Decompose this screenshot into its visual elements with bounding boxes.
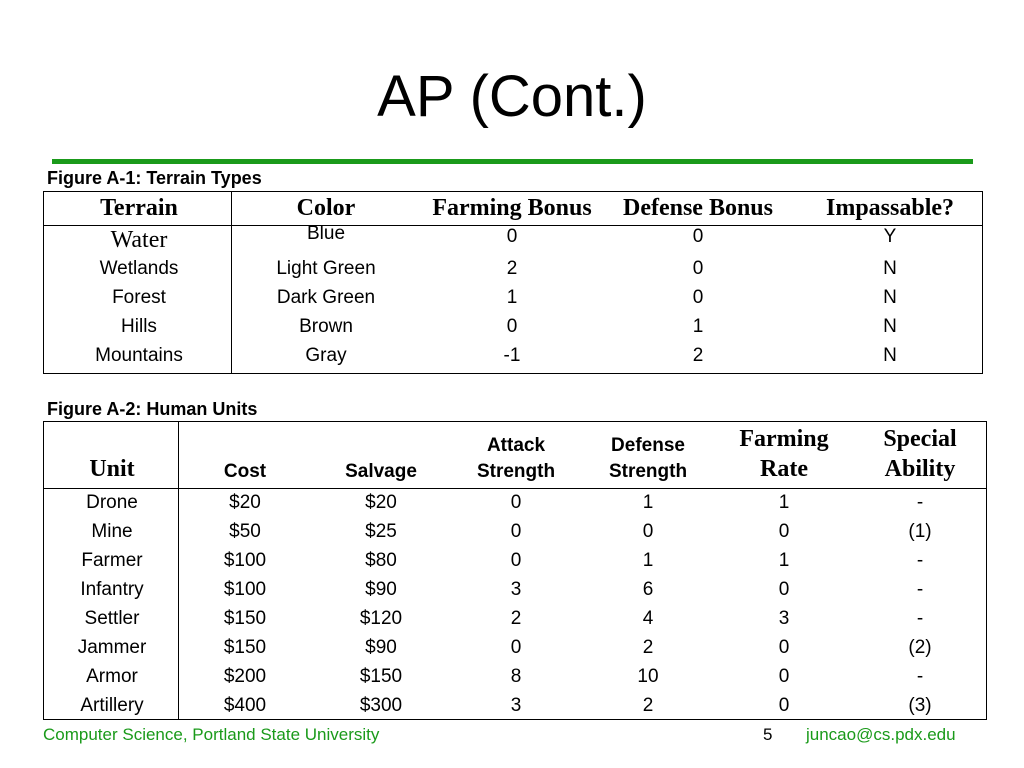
title-divider — [52, 159, 973, 164]
units-header-line2: Ability — [884, 456, 956, 482]
units-header-line2: Salvage — [345, 461, 417, 482]
units-cell: 0 — [510, 550, 522, 571]
units-cell: Artillery — [80, 695, 144, 716]
units-cell: Drone — [86, 492, 138, 513]
units-cell: $100 — [223, 550, 267, 571]
units-cell: 2 — [642, 695, 654, 716]
units-cell: 2 — [510, 608, 522, 629]
units-header-line1: Defense — [611, 435, 685, 456]
units-cell: 6 — [642, 579, 654, 600]
units-cell: 0 — [642, 521, 654, 542]
terrain-cell: Forest — [112, 287, 166, 308]
terrain-cell: Blue — [306, 223, 346, 244]
units-header-line2: Strength — [476, 461, 556, 482]
units-cell: Jammer — [77, 637, 147, 658]
units-cell: 0 — [778, 637, 790, 658]
slide-title: AP (Cont.) — [377, 64, 647, 129]
units-cell: $120 — [359, 608, 403, 629]
terrain-cell: 0 — [692, 258, 704, 279]
units-header-divider — [44, 488, 986, 489]
terrain-cell: N — [883, 258, 897, 279]
terrain-cell: Water — [110, 227, 168, 253]
units-cell: $90 — [365, 637, 397, 658]
terrain-cell: 0 — [692, 226, 704, 247]
units-header-line1: Attack — [486, 435, 546, 456]
units-cell: 10 — [637, 666, 659, 687]
units-cell: Infantry — [80, 579, 144, 600]
terrain-cell: 2 — [692, 345, 704, 366]
units-cell: $400 — [223, 695, 267, 716]
units-cell: (2) — [908, 637, 932, 658]
terrain-cell: Hills — [121, 316, 157, 337]
terrain-cell: N — [883, 345, 897, 366]
terrain-cell: Dark Green — [276, 287, 376, 308]
units-table — [43, 421, 987, 720]
units-cell: Settler — [84, 608, 140, 629]
units-header-line2: Strength — [608, 461, 688, 482]
terrain-header-cell: Terrain — [100, 195, 178, 221]
units-cell: 1 — [778, 492, 790, 513]
units-cell: - — [916, 492, 924, 513]
terrain-cell: Wetlands — [99, 258, 179, 279]
units-cell: 4 — [642, 608, 654, 629]
terrain-header-cell: Impassable? — [825, 195, 955, 221]
terrain-cell: N — [883, 316, 897, 337]
units-cell: $90 — [365, 579, 397, 600]
units-cell: 0 — [510, 521, 522, 542]
units-cell: 3 — [778, 608, 790, 629]
terrain-cell: Mountains — [95, 345, 183, 366]
terrain-cell: 1 — [506, 287, 518, 308]
units-cell: 0 — [510, 637, 522, 658]
units-table-caption: Figure A-2: Human Units — [47, 399, 258, 419]
terrain-cell: 0 — [506, 226, 518, 247]
units-cell: 0 — [778, 666, 790, 687]
terrain-cell: 0 — [506, 316, 518, 337]
terrain-cell: Light Green — [276, 258, 376, 279]
units-cell: 1 — [642, 492, 654, 513]
units-cell: Armor — [86, 666, 138, 687]
units-cell: (3) — [908, 695, 932, 716]
units-cell: $150 — [223, 637, 267, 658]
terrain-cell: -1 — [503, 345, 521, 366]
units-cell: - — [916, 608, 924, 629]
terrain-table-caption: Figure A-1: Terrain Types — [47, 168, 262, 188]
terrain-header-cell: Color — [296, 195, 356, 221]
units-header-line2: Rate — [760, 456, 808, 482]
units-cell: $20 — [365, 492, 397, 513]
units-cell: 3 — [510, 695, 522, 716]
terrain-cell: 2 — [506, 258, 518, 279]
units-cell: $80 — [365, 550, 397, 571]
units-cell: 0 — [778, 579, 790, 600]
units-cell: 0 — [778, 521, 790, 542]
units-cell: 0 — [510, 492, 522, 513]
units-cell: $50 — [229, 521, 261, 542]
units-cell: Farmer — [81, 550, 143, 571]
units-cell: $300 — [359, 695, 403, 716]
terrain-table — [43, 191, 983, 374]
footer-institution: Computer Science, Portland State University — [43, 725, 380, 744]
terrain-cell: 1 — [692, 316, 704, 337]
terrain-cell: N — [883, 287, 897, 308]
terrain-cell: Brown — [299, 316, 353, 337]
units-cell: 1 — [642, 550, 654, 571]
units-cell: - — [916, 550, 924, 571]
units-cell: 3 — [510, 579, 522, 600]
units-cell: 2 — [642, 637, 654, 658]
terrain-cell: Gray — [305, 345, 347, 366]
units-header-line2: Cost — [223, 461, 267, 482]
units-cell: 8 — [510, 666, 522, 687]
units-cell: - — [916, 579, 924, 600]
terrain-cell: 0 — [692, 287, 704, 308]
units-header-line1: Farming — [739, 426, 829, 452]
terrain-cell: Y — [883, 226, 897, 247]
units-cell: $100 — [223, 579, 267, 600]
units-cell: (1) — [908, 521, 932, 542]
units-header-line1: Special — [883, 426, 957, 452]
units-cell: $200 — [223, 666, 267, 687]
units-cell: 0 — [778, 695, 790, 716]
units-cell: Mine — [91, 521, 133, 542]
terrain-header-cell: Farming Bonus — [432, 195, 592, 221]
units-cell: $150 — [223, 608, 267, 629]
units-cell: $150 — [359, 666, 403, 687]
units-cell: $20 — [229, 492, 261, 513]
units-header-line2: Unit — [89, 456, 135, 482]
units-cell: - — [916, 666, 924, 687]
units-cell: 1 — [778, 550, 790, 571]
terrain-header-cell: Defense Bonus — [622, 195, 773, 221]
units-cell: $25 — [365, 521, 397, 542]
footer-email[interactable]: juncao@cs.pdx.edu — [806, 725, 956, 744]
page-number: 5 — [763, 725, 773, 744]
